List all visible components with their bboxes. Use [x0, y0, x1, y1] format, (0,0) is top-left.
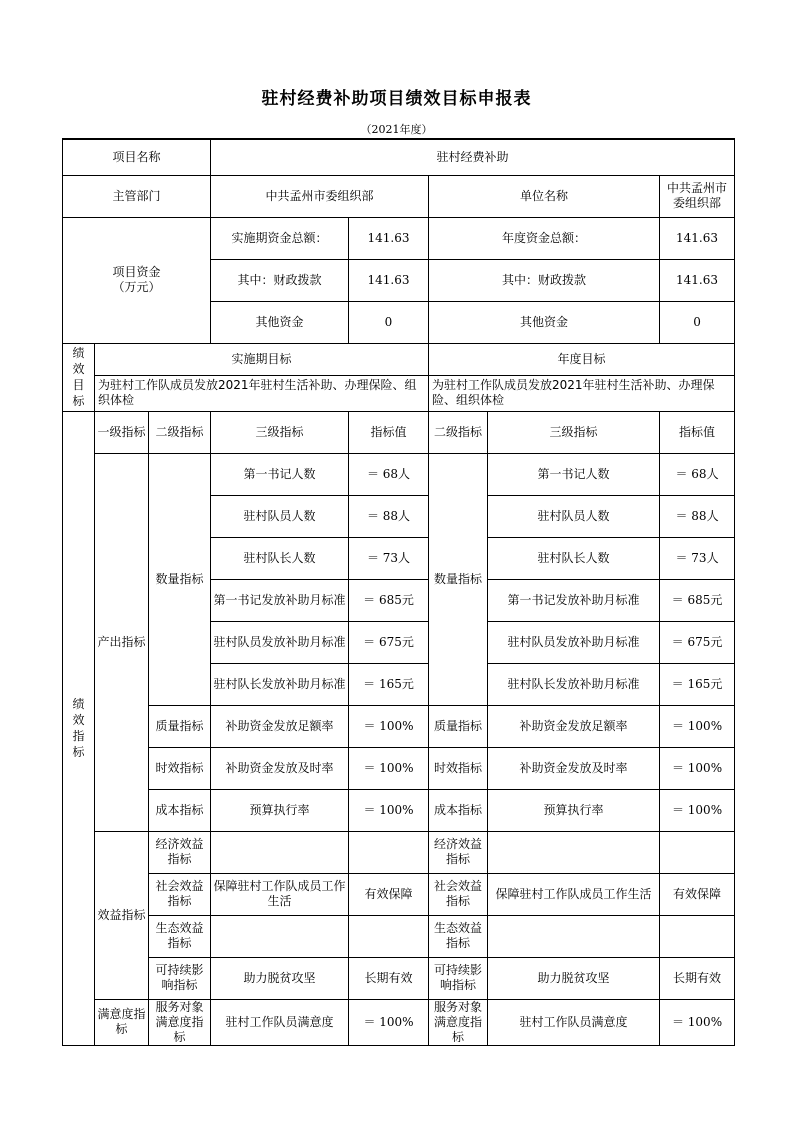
goals-label-text: 绩效目标 [72, 346, 85, 408]
quantity-label: 数量指标 [149, 453, 211, 705]
dept-label: 主管部门 [63, 175, 211, 217]
cost-name-b: 预算执行率 [488, 789, 660, 831]
sustainable-label-b: 可持续影响指标 [429, 957, 488, 999]
impl-goal-text: 为驻村工作队成员发放2021年驻村生活补助、办理保险、组织体检 [95, 375, 429, 411]
year-other-funds-label: 其他资金 [429, 301, 660, 343]
ecological-name [211, 915, 349, 957]
social-name-b: 保障驻村工作队成员工作生活 [488, 873, 660, 915]
header-level3: 三级指标 [211, 411, 349, 453]
timeliness-value-b: ＝ 100% [660, 747, 735, 789]
satisfaction-sub-label: 服务对象满意度指标 [149, 999, 211, 1045]
quantity-value: ＝ 685元 [349, 579, 429, 621]
quantity-name-b: 驻村队长发放补助月标准 [488, 663, 660, 705]
year-other-funds-value: 0 [660, 301, 735, 343]
quantity-value: ＝ 73人 [349, 537, 429, 579]
quantity-name: 驻村队长人数 [211, 537, 349, 579]
quantity-name-b: 第一书记人数 [488, 453, 660, 495]
quality-name-b: 补助资金发放足额率 [488, 705, 660, 747]
quantity-value: ＝ 165元 [349, 663, 429, 705]
other-funds-label: 其他资金 [211, 301, 349, 343]
social-name: 保障驻村工作队成员工作生活 [211, 873, 349, 915]
timeliness-name: 补助资金发放及时率 [211, 747, 349, 789]
quantity-name: 驻村队员发放补助月标准 [211, 621, 349, 663]
indicators-label [63, 411, 95, 1045]
timeliness-label: 时效指标 [149, 747, 211, 789]
header-value: 指标值 [349, 411, 429, 453]
impl-goal-label: 实施期目标 [95, 343, 429, 375]
quality-label-b: 质量指标 [429, 705, 488, 747]
quantity-name: 第一书记发放补助月标准 [211, 579, 349, 621]
cost-value: ＝ 100% [349, 789, 429, 831]
project-name-label: 项目名称 [63, 139, 211, 175]
social-label-b: 社会效益指标 [429, 873, 488, 915]
unit-value: 中共孟州市委组织部 [660, 175, 735, 217]
year-goal-text: 为驻村工作队成员发放2021年驻村生活补助、办理保险、组织体检 [429, 375, 735, 411]
sustainable-name: 助力脱贫攻坚 [211, 957, 349, 999]
page-subtitle: （2021年度） [360, 123, 433, 136]
satisfaction-sub-label-b: 服务对象满意度指标 [429, 999, 488, 1045]
quantity-value: ＝ 68人 [349, 453, 429, 495]
quality-value: ＝ 100% [349, 705, 429, 747]
header-level2: 二级指标 [149, 411, 211, 453]
dept-value: 中共孟州市委组织部 [211, 175, 429, 217]
quantity-value: ＝ 675元 [349, 621, 429, 663]
performance-table [62, 138, 735, 1046]
fiscal-funds-label: 其中：财政拨款 [211, 259, 349, 301]
quantity-value-b: ＝ 165元 [660, 663, 735, 705]
quantity-name-b: 驻村队长人数 [488, 537, 660, 579]
social-value-b: 有效保障 [660, 873, 735, 915]
satisfaction-name: 驻村工作队员满意度 [211, 999, 349, 1045]
ecological-value-b [660, 915, 735, 957]
quantity-label-b: 数量指标 [429, 453, 488, 705]
quantity-value-b: ＝ 68人 [660, 453, 735, 495]
year-total-funds-value: 141.63 [660, 217, 735, 259]
output-label: 产出指标 [95, 453, 149, 831]
economic-value-b [660, 831, 735, 873]
cost-label: 成本指标 [149, 789, 211, 831]
quantity-name-b: 驻村队员人数 [488, 495, 660, 537]
satisfaction-name-b: 驻村工作队员满意度 [488, 999, 660, 1045]
cost-value-b: ＝ 100% [660, 789, 735, 831]
quality-name: 补助资金发放足额率 [211, 705, 349, 747]
timeliness-label-b: 时效指标 [429, 747, 488, 789]
social-label: 社会效益指标 [149, 873, 211, 915]
quantity-value: ＝ 88人 [349, 495, 429, 537]
timeliness-value: ＝ 100% [349, 747, 429, 789]
funds-label-text: 项目资金（万元） [112, 265, 161, 294]
quantity-value-b: ＝ 685元 [660, 579, 735, 621]
project-name-value: 驻村经费补助 [211, 139, 735, 175]
quality-value-b: ＝ 100% [660, 705, 735, 747]
quantity-name: 驻村队员人数 [211, 495, 349, 537]
satisfaction-value-b: ＝ 100% [660, 999, 735, 1045]
goals-label [63, 343, 95, 411]
year-fiscal-funds-value: 141.63 [660, 259, 735, 301]
economic-value [349, 831, 429, 873]
funds-label [63, 217, 211, 343]
year-total-funds-label: 年度资金总额： [429, 217, 660, 259]
total-funds-label: 实施期资金总额： [211, 217, 349, 259]
other-funds-value: 0 [349, 301, 429, 343]
sustainable-label: 可持续影响指标 [149, 957, 211, 999]
quantity-name-b: 第一书记发放补助月标准 [488, 579, 660, 621]
economic-name-b [488, 831, 660, 873]
total-funds-value: 141.63 [349, 217, 429, 259]
satisfaction-label: 满意度指标 [95, 999, 149, 1045]
economic-name [211, 831, 349, 873]
year-fiscal-funds-label: 其中：财政拨款 [429, 259, 660, 301]
header-level3-b: 三级指标 [488, 411, 660, 453]
indicators-label-text: 绩效指标 [72, 697, 85, 759]
sustainable-value-b: 长期有效 [660, 957, 735, 999]
quantity-value-b: ＝ 88人 [660, 495, 735, 537]
economic-label: 经济效益指标 [149, 831, 211, 873]
ecological-value [349, 915, 429, 957]
fiscal-funds-value: 141.63 [349, 259, 429, 301]
year-goal-label: 年度目标 [429, 343, 735, 375]
quantity-name: 驻村队长发放补助月标准 [211, 663, 349, 705]
quantity-value-b: ＝ 73人 [660, 537, 735, 579]
timeliness-name-b: 补助资金发放及时率 [488, 747, 660, 789]
quantity-name-b: 驻村队员发放补助月标准 [488, 621, 660, 663]
benefit-label: 效益指标 [95, 831, 149, 999]
satisfaction-value: ＝ 100% [349, 999, 429, 1045]
ecological-label: 生态效益指标 [149, 915, 211, 957]
ecological-label-b: 生态效益指标 [429, 915, 488, 957]
sustainable-value: 长期有效 [349, 957, 429, 999]
cost-name: 预算执行率 [211, 789, 349, 831]
ecological-name-b [488, 915, 660, 957]
page-title: 驻村经费补助项目绩效目标申报表 [261, 89, 532, 109]
cost-label-b: 成本指标 [429, 789, 488, 831]
quantity-name: 第一书记人数 [211, 453, 349, 495]
quantity-value-b: ＝ 675元 [660, 621, 735, 663]
header-value-b: 指标值 [660, 411, 735, 453]
sustainable-name-b: 助力脱贫攻坚 [488, 957, 660, 999]
economic-label-b: 经济效益指标 [429, 831, 488, 873]
unit-label: 单位名称 [429, 175, 660, 217]
header-level2-b: 二级指标 [429, 411, 488, 453]
header-level1: 一级指标 [95, 411, 149, 453]
social-value: 有效保障 [349, 873, 429, 915]
quality-label: 质量指标 [149, 705, 211, 747]
